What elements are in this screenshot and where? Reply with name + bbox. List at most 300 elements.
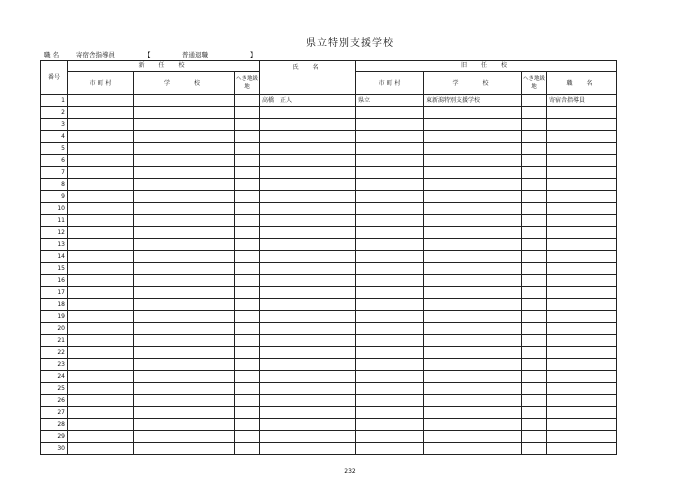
- old-remote-cell: [522, 359, 547, 371]
- table-row: [41, 191, 617, 203]
- table-row: [41, 179, 617, 191]
- row-number: 27: [41, 407, 68, 419]
- row-number: 22: [41, 347, 68, 359]
- row-number: 30: [41, 443, 68, 455]
- new-city-cell: [68, 323, 134, 335]
- row-number: 15: [41, 263, 68, 275]
- job-cell: [547, 203, 617, 215]
- page-number: 232: [344, 468, 356, 475]
- row-number: 28: [41, 419, 68, 431]
- old-city-cell: [356, 251, 424, 263]
- new-city-cell: [68, 215, 134, 227]
- name-cell: [260, 179, 356, 191]
- old-school-cell: [424, 371, 522, 383]
- old-school-cell: [424, 239, 522, 251]
- new-city-cell: [68, 287, 134, 299]
- new-school-cell: [134, 287, 235, 299]
- new-remote-cell: [235, 95, 260, 107]
- new-school-cell: [134, 203, 235, 215]
- new-city-cell: [68, 95, 134, 107]
- old-remote-cell: [522, 203, 547, 215]
- new-school-cell: [134, 131, 235, 143]
- row-number: 10: [41, 203, 68, 215]
- page-title: 県立特別支援学校: [306, 38, 394, 49]
- row-number: 14: [41, 251, 68, 263]
- name-cell: [260, 431, 356, 443]
- old-school-cell: [424, 203, 522, 215]
- old-school-cell: [424, 311, 522, 323]
- table-row: [41, 119, 617, 131]
- job-cell: [547, 335, 617, 347]
- row-number: 11: [41, 215, 68, 227]
- table-row: [41, 155, 617, 167]
- table-row: [41, 275, 617, 287]
- job-cell: 寄宿舎指導員: [547, 95, 617, 107]
- name-cell: [260, 299, 356, 311]
- new-school-cell: [134, 419, 235, 431]
- row-number: 21: [41, 335, 68, 347]
- new-remote-cell: [235, 203, 260, 215]
- new-remote-cell: [235, 107, 260, 119]
- new-remote-cell: [235, 143, 260, 155]
- header-old-remote: へき地級地: [522, 72, 547, 95]
- new-city-cell: [68, 179, 134, 191]
- new-remote-cell: [235, 191, 260, 203]
- new-remote-cell: [235, 431, 260, 443]
- job-label: 職 名: [44, 51, 60, 59]
- name-cell: [260, 287, 356, 299]
- new-remote-cell: [235, 119, 260, 131]
- old-remote-cell: [522, 335, 547, 347]
- old-city-cell: [356, 383, 424, 395]
- old-remote-cell: [522, 431, 547, 443]
- new-school-cell: [134, 155, 235, 167]
- old-school-cell: [424, 347, 522, 359]
- old-city-cell: 県立: [356, 95, 424, 107]
- old-remote-cell: [522, 299, 547, 311]
- name-cell: [260, 143, 356, 155]
- new-city-cell: [68, 155, 134, 167]
- new-remote-cell: [235, 395, 260, 407]
- old-remote-cell: [522, 179, 547, 191]
- new-remote-cell: [235, 323, 260, 335]
- new-school-cell: [134, 323, 235, 335]
- old-school-cell: [424, 263, 522, 275]
- header-old-school: 学 校: [424, 72, 522, 95]
- new-city-cell: [68, 275, 134, 287]
- new-city-cell: [68, 227, 134, 239]
- name-cell: [260, 119, 356, 131]
- job-meta-line: [44, 50, 257, 59]
- job-cell: [547, 191, 617, 203]
- job-cell: [547, 407, 617, 419]
- job-cell: [547, 179, 617, 191]
- header-old-post: 旧 任 校: [356, 61, 617, 72]
- header-job: 職 名: [547, 72, 617, 95]
- table-row: [41, 299, 617, 311]
- row-number: 1: [41, 95, 68, 107]
- old-school-cell: [424, 227, 522, 239]
- job-cell: [547, 299, 617, 311]
- old-school-cell: [424, 395, 522, 407]
- new-school-cell: [134, 191, 235, 203]
- old-city-cell: [356, 131, 424, 143]
- table-row: [41, 251, 617, 263]
- old-city-cell: [356, 347, 424, 359]
- table-row: [41, 215, 617, 227]
- old-remote-cell: [522, 191, 547, 203]
- new-school-cell: [134, 167, 235, 179]
- row-number: 19: [41, 311, 68, 323]
- new-school-cell: [134, 179, 235, 191]
- old-city-cell: [356, 167, 424, 179]
- new-school-cell: [134, 383, 235, 395]
- name-cell: [260, 395, 356, 407]
- old-city-cell: [356, 419, 424, 431]
- old-school-cell: [424, 419, 522, 431]
- name-cell: [260, 215, 356, 227]
- name-cell: [260, 155, 356, 167]
- old-city-cell: [356, 275, 424, 287]
- row-number: 17: [41, 287, 68, 299]
- row-number: 8: [41, 179, 68, 191]
- new-remote-cell: [235, 179, 260, 191]
- name-cell: [260, 323, 356, 335]
- old-remote-cell: [522, 383, 547, 395]
- name-cell: [260, 347, 356, 359]
- table-row: [41, 143, 617, 155]
- old-remote-cell: [522, 143, 547, 155]
- old-city-cell: [356, 371, 424, 383]
- job-cell: [547, 287, 617, 299]
- old-city-cell: [356, 155, 424, 167]
- old-city-cell: [356, 443, 424, 455]
- table-row: [41, 347, 617, 359]
- new-remote-cell: [235, 155, 260, 167]
- new-school-cell: [134, 407, 235, 419]
- table-row: [41, 407, 617, 419]
- name-cell: [260, 263, 356, 275]
- row-number: 2: [41, 107, 68, 119]
- new-remote-cell: [235, 131, 260, 143]
- new-city-cell: [68, 431, 134, 443]
- transfer-table: [40, 60, 617, 455]
- new-city-cell: [68, 203, 134, 215]
- name-cell: [260, 371, 356, 383]
- row-number: 7: [41, 167, 68, 179]
- name-cell: [260, 203, 356, 215]
- new-remote-cell: [235, 227, 260, 239]
- name-cell: [260, 227, 356, 239]
- old-school-cell: [424, 323, 522, 335]
- table-row: [41, 323, 617, 335]
- new-city-cell: [68, 119, 134, 131]
- job-cell: [547, 347, 617, 359]
- table-row: [41, 167, 617, 179]
- old-city-cell: [356, 143, 424, 155]
- name-cell: [260, 131, 356, 143]
- new-city-cell: [68, 371, 134, 383]
- old-remote-cell: [522, 407, 547, 419]
- old-city-cell: [356, 311, 424, 323]
- new-school-cell: [134, 395, 235, 407]
- table-row: [41, 359, 617, 371]
- name-cell: [260, 335, 356, 347]
- new-city-cell: [68, 443, 134, 455]
- row-number: 16: [41, 275, 68, 287]
- header-city: 市 町 村: [68, 72, 134, 95]
- new-school-cell: [134, 95, 235, 107]
- job-cell: [547, 443, 617, 455]
- table-row: [41, 431, 617, 443]
- row-number: 29: [41, 431, 68, 443]
- new-remote-cell: [235, 335, 260, 347]
- new-city-cell: [68, 143, 134, 155]
- new-city-cell: [68, 395, 134, 407]
- row-number: 3: [41, 119, 68, 131]
- new-remote-cell: [235, 383, 260, 395]
- row-number: 4: [41, 131, 68, 143]
- header-remote: へき地級地: [235, 72, 260, 95]
- new-remote-cell: [235, 443, 260, 455]
- old-city-cell: [356, 287, 424, 299]
- bracket-close: 】: [250, 51, 257, 59]
- new-city-cell: [68, 107, 134, 119]
- old-school-cell: [424, 335, 522, 347]
- header-number: 番号: [41, 61, 68, 95]
- old-city-cell: [356, 335, 424, 347]
- row-number: 26: [41, 395, 68, 407]
- old-school-cell: [424, 119, 522, 131]
- table-row: [41, 227, 617, 239]
- new-school-cell: [134, 299, 235, 311]
- new-school-cell: [134, 371, 235, 383]
- table-row: [41, 395, 617, 407]
- new-city-cell: [68, 167, 134, 179]
- new-remote-cell: [235, 299, 260, 311]
- job-cell: [547, 239, 617, 251]
- category-value: 普通退職: [182, 51, 208, 59]
- new-remote-cell: [235, 287, 260, 299]
- job-cell: [547, 311, 617, 323]
- bracket-open: 【: [144, 51, 151, 59]
- new-remote-cell: [235, 263, 260, 275]
- old-city-cell: [356, 407, 424, 419]
- name-cell: [260, 419, 356, 431]
- name-cell: 高橋 正人: [260, 95, 356, 107]
- old-school-cell: [424, 383, 522, 395]
- old-school-cell: [424, 215, 522, 227]
- old-school-cell: [424, 191, 522, 203]
- table-row: [41, 371, 617, 383]
- old-school-cell: [424, 131, 522, 143]
- old-city-cell: [356, 179, 424, 191]
- table-row: [41, 263, 617, 275]
- new-city-cell: [68, 419, 134, 431]
- name-cell: [260, 239, 356, 251]
- name-cell: [260, 359, 356, 371]
- old-remote-cell: [522, 155, 547, 167]
- old-remote-cell: [522, 227, 547, 239]
- table-row: [41, 287, 617, 299]
- old-remote-cell: [522, 215, 547, 227]
- old-remote-cell: [522, 287, 547, 299]
- old-city-cell: [356, 119, 424, 131]
- new-remote-cell: [235, 215, 260, 227]
- new-remote-cell: [235, 347, 260, 359]
- new-city-cell: [68, 131, 134, 143]
- name-cell: [260, 383, 356, 395]
- old-remote-cell: [522, 419, 547, 431]
- old-city-cell: [356, 263, 424, 275]
- job-cell: [547, 215, 617, 227]
- new-school-cell: [134, 335, 235, 347]
- row-number: 23: [41, 359, 68, 371]
- row-number: 24: [41, 371, 68, 383]
- old-city-cell: [356, 431, 424, 443]
- old-school-cell: [424, 251, 522, 263]
- new-remote-cell: [235, 407, 260, 419]
- new-school-cell: [134, 359, 235, 371]
- job-cell: [547, 155, 617, 167]
- table-row: [41, 203, 617, 215]
- new-city-cell: [68, 263, 134, 275]
- job-cell: [547, 143, 617, 155]
- new-city-cell: [68, 335, 134, 347]
- old-school-cell: [424, 407, 522, 419]
- old-city-cell: [356, 215, 424, 227]
- new-school-cell: [134, 347, 235, 359]
- new-remote-cell: [235, 371, 260, 383]
- row-number: 5: [41, 143, 68, 155]
- new-school-cell: [134, 119, 235, 131]
- new-city-cell: [68, 347, 134, 359]
- old-school-cell: [424, 107, 522, 119]
- job-cell: [547, 383, 617, 395]
- table-row: [41, 419, 617, 431]
- old-remote-cell: [522, 119, 547, 131]
- old-remote-cell: [522, 443, 547, 455]
- old-remote-cell: [522, 251, 547, 263]
- old-city-cell: [356, 203, 424, 215]
- new-school-cell: [134, 239, 235, 251]
- name-cell: [260, 167, 356, 179]
- old-city-cell: [356, 299, 424, 311]
- name-cell: [260, 107, 356, 119]
- header-name: 氏 名: [260, 61, 356, 95]
- new-school-cell: [134, 251, 235, 263]
- header-school: 学 校: [134, 72, 235, 95]
- table-row: [41, 131, 617, 143]
- new-remote-cell: [235, 275, 260, 287]
- old-school-cell: [424, 431, 522, 443]
- old-school-cell: [424, 275, 522, 287]
- job-cell: [547, 419, 617, 431]
- new-school-cell: [134, 443, 235, 455]
- old-school-cell: [424, 143, 522, 155]
- new-city-cell: [68, 239, 134, 251]
- old-remote-cell: [522, 395, 547, 407]
- old-school-cell: [424, 443, 522, 455]
- table-row: [41, 383, 617, 395]
- old-city-cell: [356, 191, 424, 203]
- old-remote-cell: [522, 131, 547, 143]
- job-cell: [547, 131, 617, 143]
- row-number: 13: [41, 239, 68, 251]
- old-remote-cell: [522, 371, 547, 383]
- old-city-cell: [356, 239, 424, 251]
- table-row: [41, 107, 617, 119]
- row-number: 18: [41, 299, 68, 311]
- job-cell: [547, 275, 617, 287]
- new-school-cell: [134, 431, 235, 443]
- old-school-cell: 東新潟特別支援学校: [424, 95, 522, 107]
- job-cell: [547, 371, 617, 383]
- job-cell: [547, 323, 617, 335]
- job-value: 寄宿舎指導員: [76, 51, 115, 59]
- name-cell: [260, 311, 356, 323]
- table-row: [41, 95, 617, 107]
- job-cell: [547, 227, 617, 239]
- new-remote-cell: [235, 419, 260, 431]
- new-school-cell: [134, 275, 235, 287]
- new-school-cell: [134, 143, 235, 155]
- new-city-cell: [68, 311, 134, 323]
- old-remote-cell: [522, 95, 547, 107]
- table-row: [41, 335, 617, 347]
- new-remote-cell: [235, 167, 260, 179]
- new-city-cell: [68, 383, 134, 395]
- table-row: [41, 443, 617, 455]
- old-city-cell: [356, 395, 424, 407]
- old-school-cell: [424, 179, 522, 191]
- old-school-cell: [424, 299, 522, 311]
- old-remote-cell: [522, 239, 547, 251]
- new-remote-cell: [235, 251, 260, 263]
- old-remote-cell: [522, 167, 547, 179]
- old-city-cell: [356, 359, 424, 371]
- new-city-cell: [68, 359, 134, 371]
- job-cell: [547, 251, 617, 263]
- job-cell: [547, 359, 617, 371]
- old-city-cell: [356, 107, 424, 119]
- table-row: [41, 311, 617, 323]
- new-remote-cell: [235, 311, 260, 323]
- new-remote-cell: [235, 239, 260, 251]
- new-school-cell: [134, 263, 235, 275]
- table-row: [41, 239, 617, 251]
- name-cell: [260, 251, 356, 263]
- row-number: 12: [41, 227, 68, 239]
- name-cell: [260, 191, 356, 203]
- old-remote-cell: [522, 347, 547, 359]
- new-school-cell: [134, 311, 235, 323]
- new-school-cell: [134, 215, 235, 227]
- new-school-cell: [134, 227, 235, 239]
- row-number: 20: [41, 323, 68, 335]
- old-school-cell: [424, 167, 522, 179]
- header-old-city: 市 町 村: [356, 72, 424, 95]
- name-cell: [260, 407, 356, 419]
- old-school-cell: [424, 359, 522, 371]
- old-remote-cell: [522, 275, 547, 287]
- old-remote-cell: [522, 323, 547, 335]
- name-cell: [260, 275, 356, 287]
- row-number: 9: [41, 191, 68, 203]
- old-school-cell: [424, 287, 522, 299]
- new-city-cell: [68, 191, 134, 203]
- old-remote-cell: [522, 311, 547, 323]
